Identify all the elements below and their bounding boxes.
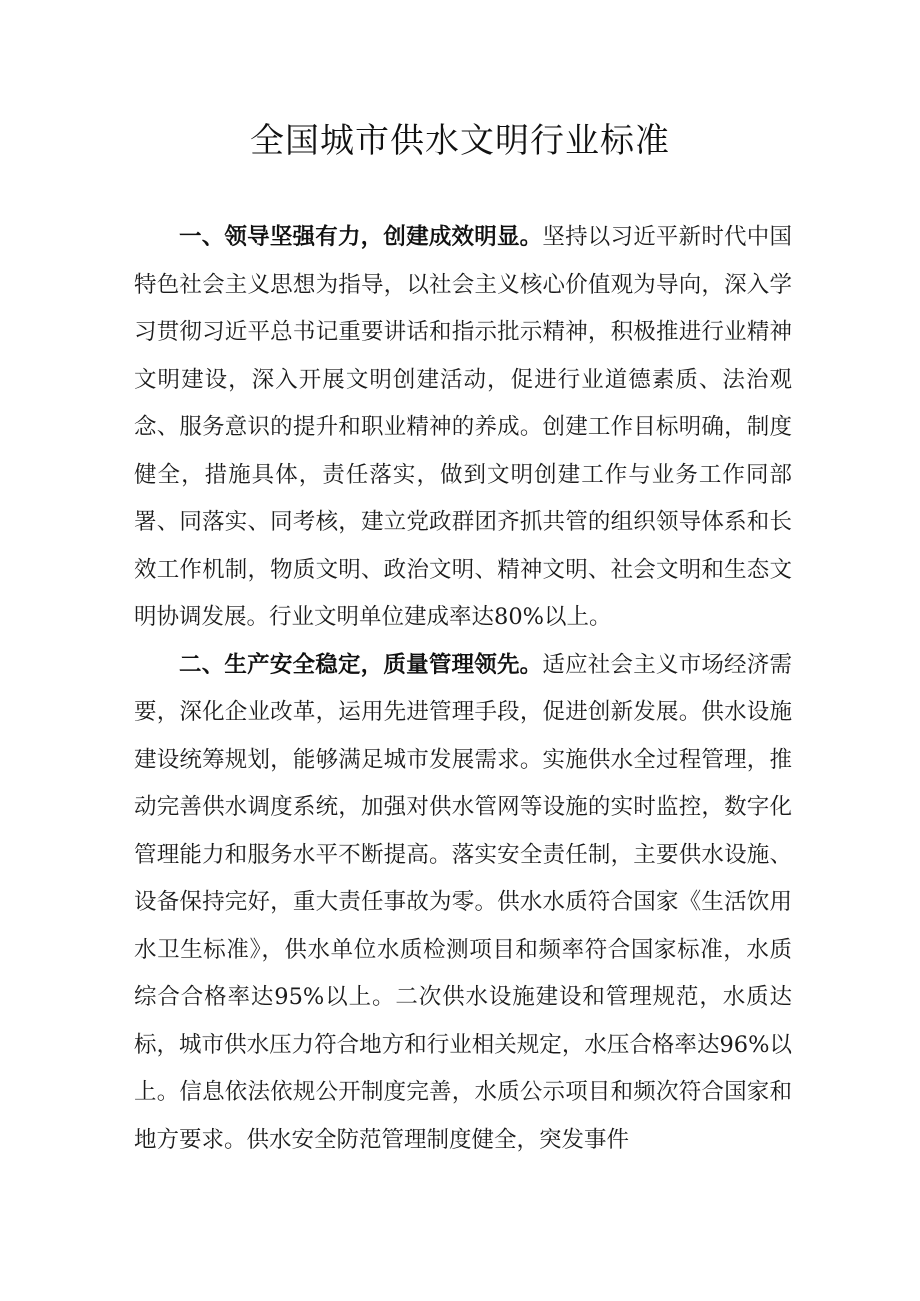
- document-body: [134, 214, 792, 1164]
- section-1-body: 坚持以习近平新时代中国特色社会主义思想为指导，以社会主义核心价值观为导向，深入学习贯彻习近平总书记重要讲话和指示批示精神，积极推进行业精神文明建设，深入开展文明创建活动，促进行业道德素质、法治观念、服务意识的提升和职业精神的养成。创建工作目标明确，制度健全，措施具体，责任落实，做到文明创建工作与业务工作同部署、同落实、同考核，建立党政群团齐抓共管的组织领导体系和长效工作机制，物质文明、政治文明、精神文明、社会文明和生态文明协调发展。行业文明单位建成率达80%以上。: [134, 224, 792, 630]
- section-2-paragraph: [134, 642, 792, 1165]
- section-2-body: 适应社会主义市场经济需要，深化企业改革，运用先进管理手段，促进创新发展。供水设施建设统筹规划，能够满足城市发展需求。实施供水全过程管理，推动完善供水调度系统，加强对供水管网等设施的实时监控，数字化管理能力和服务水平不断提高。落实安全责任制，主要供水设施、设备保持完好，重大责任事故为零。供水水质符合国家《生活饮用水卫生标准》，供水单位水质检测项目和频率符合国家标准，水质综合合格率达95%以上。二次供水设施建设和管理规范，水质达标，城市供水压力符合地方和行业相关规定，水压合格率达96%以上。信息依法依规公开制度完善，水质公示项目和频次符合国家和地方要求。供水安全防范管理制度健全，突发事件: [134, 651, 792, 1153]
- document-title: 全国城市供水文明行业标准: [250, 121, 670, 161]
- section-1-paragraph: [134, 214, 792, 642]
- section-1-heading: 一、领导坚强有力，创建成效明显。: [179, 224, 543, 250]
- section-2-heading: 二、生产安全稳定，质量管理领先。: [179, 651, 543, 678]
